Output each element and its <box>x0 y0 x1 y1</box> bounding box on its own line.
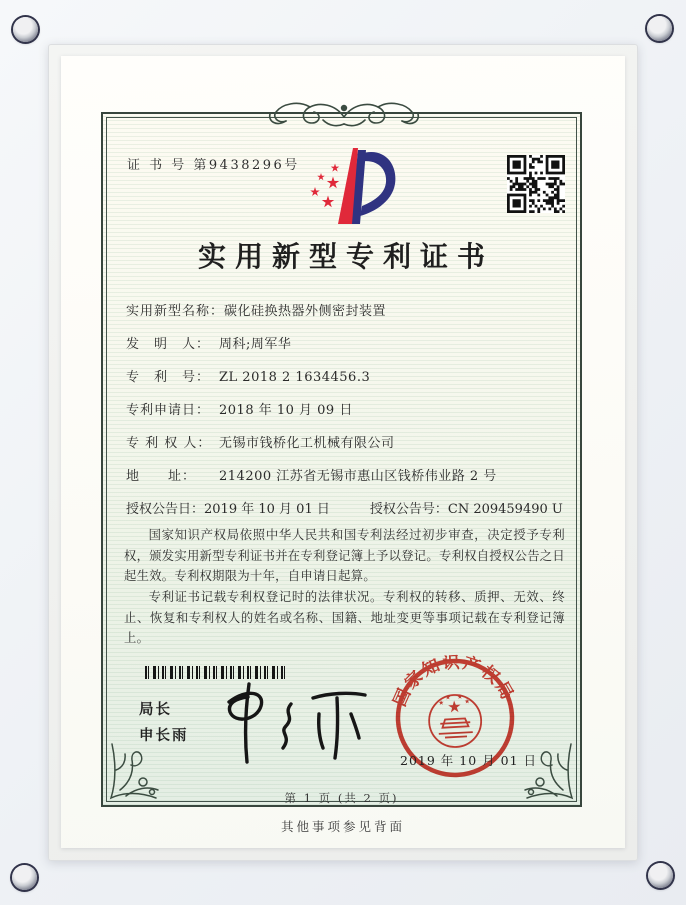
metal-grommet-top-right <box>647 16 672 41</box>
grant-date-label: 授权公告日： <box>126 502 205 517</box>
metal-grommet-bottom-left <box>12 865 37 890</box>
field-list <box>126 303 566 534</box>
field-row-address <box>126 468 566 501</box>
field-value: ZL 2018 2 1634456.3 <box>219 370 371 385</box>
legal-paragraph-2: 专利证书记载专利权登记时的法律状况。专利权的转移、质押、无效、终止、恢复和专利权人的姓名或名称、国籍、地址变更等事项记载在专利登记簿上。 <box>124 589 565 646</box>
certificate-title: 实用新型专利证书 <box>197 240 494 273</box>
field-row-name <box>126 303 566 336</box>
field-label: 专 利 权 人： <box>126 436 212 451</box>
cnipa-patent-logo-icon <box>302 142 402 236</box>
field-value: 碳化硅换热器外侧密封装置 <box>224 304 387 319</box>
handwritten-signature <box>215 670 385 775</box>
back-side-note: 其他事项参见背面 <box>280 819 405 834</box>
page-number: 第 1 页 (共 2 页) <box>284 791 399 805</box>
certificate-number: 证 书 号 第9438296号 <box>127 158 300 173</box>
field-label: 实用新型名称： <box>126 304 225 319</box>
bottom-left-flourish-ornament <box>106 740 164 802</box>
seal-date: 2019 年 10 月 01 日 <box>400 753 537 768</box>
grant-date-value: 2019 年 10 月 01 日 <box>204 502 330 517</box>
legal-text <box>124 525 565 649</box>
qr-code-icon <box>507 155 565 213</box>
signer-title: 局长 <box>139 702 172 718</box>
top-flourish-ornament <box>263 98 425 132</box>
field-row-patentee <box>126 435 566 468</box>
field-row-patent-number <box>126 369 566 402</box>
metal-grommet-top-left <box>13 17 38 42</box>
grant-number-value: CN 209459490 U <box>447 502 563 517</box>
field-label: 专 利 号： <box>126 370 211 385</box>
field-label: 发 明 人： <box>126 337 211 352</box>
field-value: 2018 年 10 月 09 日 <box>219 403 353 418</box>
signer-name: 申长雨 <box>139 728 189 744</box>
grant-number-label: 授权公告号： <box>369 502 448 517</box>
field-label: 专利申请日： <box>126 403 211 418</box>
field-value: 周科;周军华 <box>219 337 292 352</box>
certificate-body <box>101 112 582 807</box>
field-label: 地 址： <box>126 469 197 484</box>
field-row-inventor <box>126 336 566 369</box>
field-value: 214200 江苏省无锡市惠山区钱桥伟业路 2 号 <box>219 469 497 484</box>
metal-grommet-bottom-right <box>648 863 673 888</box>
bottom-right-flourish-ornament <box>519 740 577 802</box>
field-row-filing-date <box>126 402 566 435</box>
field-value: 无锡市钱桥化工机械有限公司 <box>219 436 395 451</box>
seal-authority-text: 国家知识产权局 <box>390 652 518 710</box>
legal-paragraph-1: 国家知识产权局依照中华人民共和国专利法经过初步审查，决定授予专利权，颁发实用新型专利证书并在专利登记簿上予以登记。专利权自授权公告之日起生效。专利权期限为十年，自申请日起算。 <box>124 528 565 584</box>
